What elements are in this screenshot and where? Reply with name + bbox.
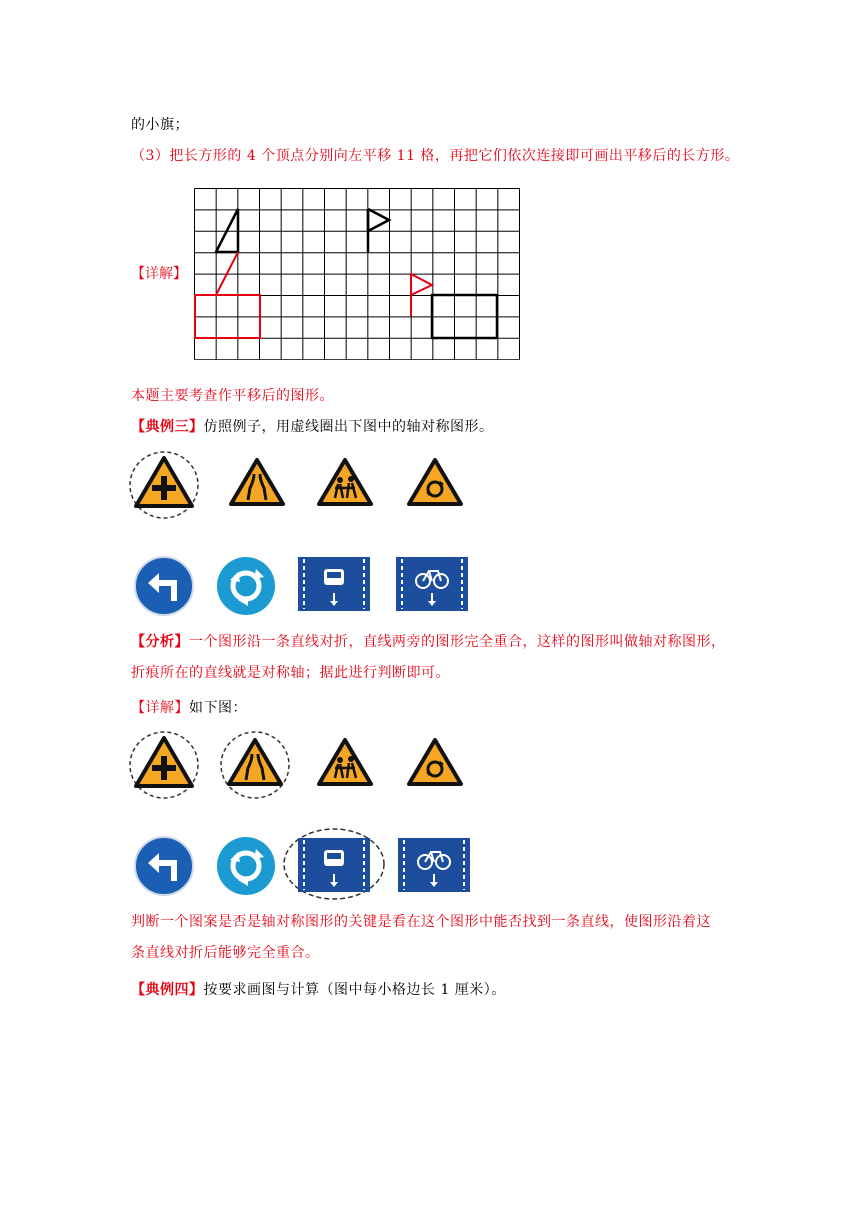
roundabout-warning-sign-icon (409, 740, 461, 784)
translation-grid-figure (194, 188, 520, 360)
example4-tag: 【典例四】 (131, 982, 204, 998)
narrow-road-sign-icon (229, 740, 281, 784)
example3-text: 仿照例子，用虚线圈出下图中的轴对称图形。 (203, 419, 494, 435)
detail-tag-2: 【详解】 (131, 700, 189, 716)
children-sign-icon (319, 460, 371, 504)
car-lane-sign-icon (298, 557, 370, 611)
signs-row-question-1 (128, 448, 488, 523)
analysis-tag: 【分析】 (131, 634, 189, 650)
grid-svg (194, 188, 520, 360)
crossroad-sign-icon (136, 738, 192, 786)
example4-line (131, 979, 506, 999)
left-turn-sign-icon (135, 557, 193, 615)
bicycle-lane-sign-icon (396, 557, 468, 611)
detail-label-1: 【详解】 (131, 266, 187, 282)
crossroad-sign-icon (136, 458, 192, 506)
analysis-text-1: 一个图形沿一条直线对折，直线两旁的图形完全重合，这样的图形叫做轴对称图形， (189, 634, 726, 650)
example3-tag: 【典例三】 (131, 419, 204, 435)
moved-triangle (216, 252, 238, 295)
signs-row-answer-1 (128, 728, 488, 803)
moved-flag (411, 274, 432, 295)
signs-row-question-2 (128, 549, 488, 624)
judge-line-1: 判断一个图案是否是轴对称图形的关键是看在这个图形中能否找到一条直线，使图形沿着这 (131, 914, 711, 930)
analysis-line-2: 折痕所在的直线就是对称轴；据此进行判断即可。 (131, 665, 450, 681)
roundabout-sign-icon (217, 557, 275, 615)
children-sign-icon (319, 740, 371, 784)
signs-row-answer-2 (128, 826, 488, 901)
bicycle-lane-sign-icon (398, 838, 470, 892)
text-line-summary: 本题主要考查作平移后的图形。 (131, 388, 334, 404)
roundabout-sign-icon (217, 837, 275, 895)
narrow-road-sign-icon (231, 460, 283, 504)
text-line-step3: （3）把长方形的 4 个顶点分别向左平移 11 格，再把它们依次连接即可画出平移后的长方形。 (131, 148, 740, 164)
example4-text: 按要求画图与计算（图中每小格边长 1 厘米）。 (203, 982, 506, 998)
analysis-line-1 (131, 631, 726, 651)
original-triangle (216, 209, 238, 252)
detail-line-2 (131, 697, 247, 717)
judge-line-2: 条直线对折后能够完全重合。 (131, 945, 320, 961)
example3-line (131, 416, 494, 436)
roundabout-warning-sign-icon (409, 460, 461, 504)
left-turn-sign-icon (135, 837, 193, 895)
detail-text-2: 如下图： (189, 700, 247, 716)
original-flag (368, 209, 389, 231)
text-line-flag: 的小旗； (131, 117, 189, 133)
car-lane-sign-icon (298, 838, 370, 892)
